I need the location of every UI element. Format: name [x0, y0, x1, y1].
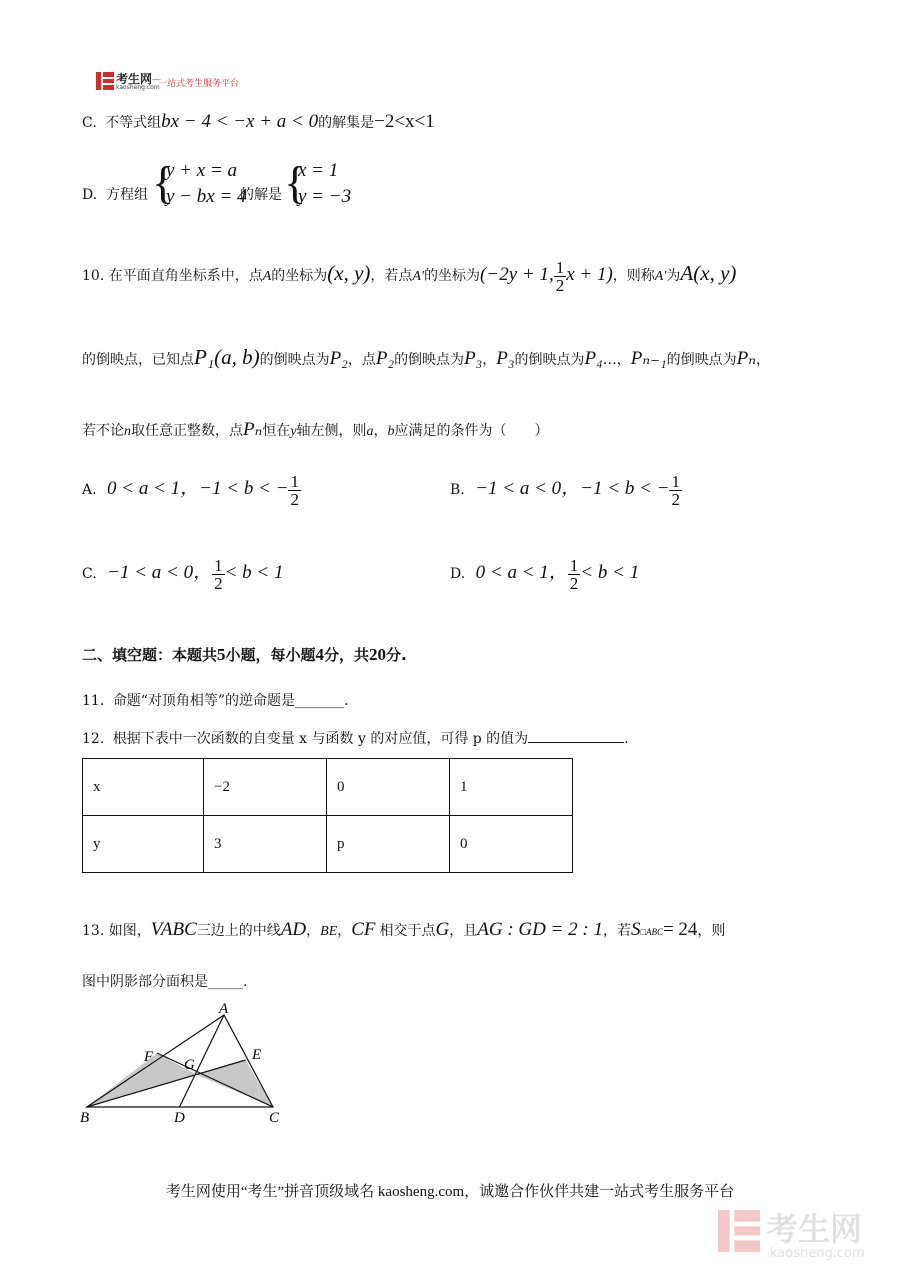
frac-den: 2 [214, 573, 223, 593]
left-brace: { [152, 157, 175, 208]
text: 的倒映点为 [259, 352, 330, 368]
math-triangle: VABC [150, 919, 197, 940]
table-cell: 0 [327, 759, 450, 816]
question-number: 10. [82, 268, 105, 284]
text: 在平面直角坐标系中，点 [108, 268, 263, 284]
section-title [82, 644, 407, 665]
text: 的倒映点，已知点 [82, 352, 194, 368]
text: ，点 [347, 352, 376, 368]
math-expr: −1 < a < 0， [107, 562, 213, 583]
watermark-logo-icon [718, 1208, 760, 1254]
text: 若不论 [82, 423, 124, 439]
watermark-domain: kaosheng.com [770, 1246, 865, 1261]
table-cell: 3 [204, 816, 327, 873]
math-expr: −1 < a < 0， [475, 478, 581, 499]
logo-tagline: 一站式考生服务平台 [158, 79, 240, 89]
math-expr: 0 < a < 1， [107, 478, 200, 499]
q10-option-d [450, 550, 639, 596]
text: ， [482, 352, 497, 368]
math-point: P₃ [464, 348, 483, 369]
text: 取任意正整数，点 [131, 423, 243, 439]
question-number: 12. [82, 731, 105, 747]
option-text: 的解是 [240, 187, 282, 203]
question-11 [82, 691, 348, 711]
label-f: F [144, 1049, 154, 1065]
header-logo [96, 70, 276, 94]
math-ratio: AG : GD = 2 : 1 [477, 919, 604, 940]
text: ，则 [697, 923, 726, 939]
label-e: E [252, 1047, 262, 1063]
math-var: AD [280, 919, 307, 940]
text: 的倒映点为 [394, 352, 465, 368]
label-d: D [174, 1110, 185, 1126]
fraction-half [288, 473, 301, 508]
table-cell: y [83, 816, 204, 873]
q9-option-c [82, 112, 435, 133]
math-var: y [290, 424, 297, 439]
math-coord: (x, y) [327, 261, 371, 285]
text: 轴左侧，则 [296, 423, 367, 439]
q10-line-2 [82, 340, 770, 374]
logo-domain: kaosheng.com [116, 84, 160, 91]
text: ，则称 [612, 268, 655, 284]
math-var: b [387, 424, 395, 439]
text: 如图， [108, 923, 151, 939]
math-expr: 0 < a < 1， [475, 562, 568, 583]
text: 分，共 [324, 646, 370, 664]
text: 分. [386, 646, 407, 664]
math-point: Pₙ₋₁ [630, 348, 667, 369]
fraction-half [212, 557, 225, 592]
question-12 [82, 728, 629, 749]
q10-option-a [82, 466, 301, 512]
logo-dash: — [152, 75, 161, 85]
math-var: BE [320, 924, 338, 939]
text: ， [373, 423, 388, 439]
question-text: 根据下表中一次函数的自变量 x 与函数 y 的对应值，可得 p 的值为 [112, 731, 529, 747]
option-label: C. [82, 115, 97, 131]
frac-den: 2 [671, 489, 680, 509]
math-expr: < b < 1 [580, 562, 640, 583]
math-var: G [435, 919, 450, 940]
equation-1: y + x = a [166, 160, 238, 181]
question-number: 11. [82, 693, 105, 709]
fraction-half [568, 557, 581, 592]
math-point: P₂ [329, 348, 348, 369]
number: 4 [315, 645, 325, 664]
footer-text: 考生网使用“考生”拼音顶级域名 kaosheng.com，诚邀合作伙伴共建一站式考生服务平台 [165, 1184, 735, 1200]
math-point: P₂ [375, 348, 395, 369]
math-inequality: bx − 4 < −x + a < 0 [161, 111, 319, 132]
math-point: P₁(a, b) [194, 345, 260, 369]
q10-line-1 [82, 252, 736, 294]
table-row [83, 816, 573, 873]
math-point: P₄ [584, 348, 603, 369]
text: 的倒映点为 [666, 352, 737, 368]
text: …， [602, 352, 631, 368]
math-var: CF [351, 919, 376, 940]
text: 的坐标为 [424, 268, 481, 284]
shaded-region-left [87, 1053, 197, 1107]
math-answer: −2<x<1 [374, 111, 435, 132]
frac-num: 1 [555, 257, 565, 277]
shaded-region-right [197, 1060, 273, 1107]
text: . [624, 731, 629, 747]
math-var: A′ [412, 269, 425, 284]
math-var: A′ [654, 269, 667, 284]
fraction-half [554, 259, 567, 294]
question-13-line-2 [82, 972, 247, 992]
table-cell: p [327, 816, 450, 873]
frac-num: 1 [671, 471, 680, 491]
math-var: A [262, 269, 272, 284]
table-cell: −2 [204, 759, 327, 816]
label-g: G [184, 1057, 195, 1073]
table-cell: 0 [450, 816, 573, 873]
math-point: Pₙ [243, 419, 263, 440]
math-expr: −1 < b < − [580, 478, 670, 499]
question-13 [82, 910, 725, 950]
table-cell: x [83, 759, 204, 816]
equation-2: y − bx = 4 [166, 186, 247, 207]
math-expr: −1 < b < − [199, 478, 289, 499]
option-label: A. [82, 482, 97, 498]
table-cell: 1 [450, 759, 573, 816]
label-c: C [269, 1110, 280, 1126]
frac-den: 2 [555, 275, 565, 295]
text: 二、填空题：本题共 [82, 646, 218, 664]
option-text: 不等式组 [105, 115, 162, 131]
value-table [82, 758, 573, 873]
q10-line-3 [82, 414, 549, 446]
math-var: n [124, 424, 131, 439]
math-var: a [366, 424, 374, 439]
text: 小题，每小题 [225, 646, 316, 664]
q10-option-b [450, 466, 682, 512]
label-b: B [80, 1110, 90, 1126]
text: ， [306, 923, 321, 939]
option-label: C. [82, 566, 97, 582]
math-var: S [631, 919, 641, 940]
frac-den: 2 [569, 573, 579, 593]
answer-blank [528, 728, 624, 743]
math-expr: (−2y + 1, [480, 264, 554, 285]
text: ，若 [603, 923, 632, 939]
math-expr: x + 1) [566, 264, 613, 285]
text: 为 [666, 268, 681, 284]
label-a: A [219, 1001, 229, 1017]
left-brace: { [284, 157, 307, 208]
math-expr: < b < 1 [224, 562, 284, 583]
option-label: D. [450, 566, 466, 582]
frac-num: 1 [290, 471, 299, 491]
text: 的坐标为 [271, 268, 328, 284]
q9-option-d [82, 158, 482, 214]
math-value: = 24 [662, 919, 698, 940]
triangle-figure [76, 998, 296, 1130]
math-point: P₃ [496, 348, 515, 369]
option-label: B. [450, 482, 465, 498]
text: 的倒映点为 [514, 352, 585, 368]
question-number: 13. [82, 923, 105, 939]
math-subscript: □ABC [640, 927, 663, 937]
option-text: 方程组 [106, 187, 148, 203]
text: 恒在 [262, 423, 291, 439]
math-coord: A(x, y) [680, 261, 737, 285]
fraction-half [669, 473, 682, 508]
watermark [718, 1204, 888, 1264]
option-text: 的解集是 [318, 115, 375, 131]
question-text: 图中阴影部分面积是_____. [82, 974, 248, 990]
number: 20 [369, 645, 387, 664]
text: ， [337, 923, 352, 939]
q10-option-c [82, 550, 284, 596]
solution-2: y = −3 [298, 186, 352, 207]
frac-num: 1 [569, 555, 579, 575]
math-point: Pₙ [736, 348, 756, 369]
logo-mark-icon [96, 72, 114, 90]
question-text: 命题“对顶角相等”的逆命题是_______. [112, 693, 349, 709]
watermark-name: 考生网 [766, 1210, 863, 1248]
text: 三边上的中线 [196, 923, 281, 939]
text: ，若点 [370, 268, 413, 284]
logo-name: 考生网 [116, 72, 153, 86]
table-row [83, 759, 573, 816]
number: 5 [217, 645, 226, 664]
option-label: D. [82, 187, 98, 203]
text: ， [755, 352, 770, 368]
solution-1: x = 1 [298, 160, 339, 181]
text: ，且 [449, 923, 478, 939]
text: 相交于点 [379, 923, 436, 939]
frac-num: 1 [214, 555, 223, 575]
text: 应满足的条件为（ ） [394, 423, 549, 439]
frac-den: 2 [290, 489, 299, 509]
